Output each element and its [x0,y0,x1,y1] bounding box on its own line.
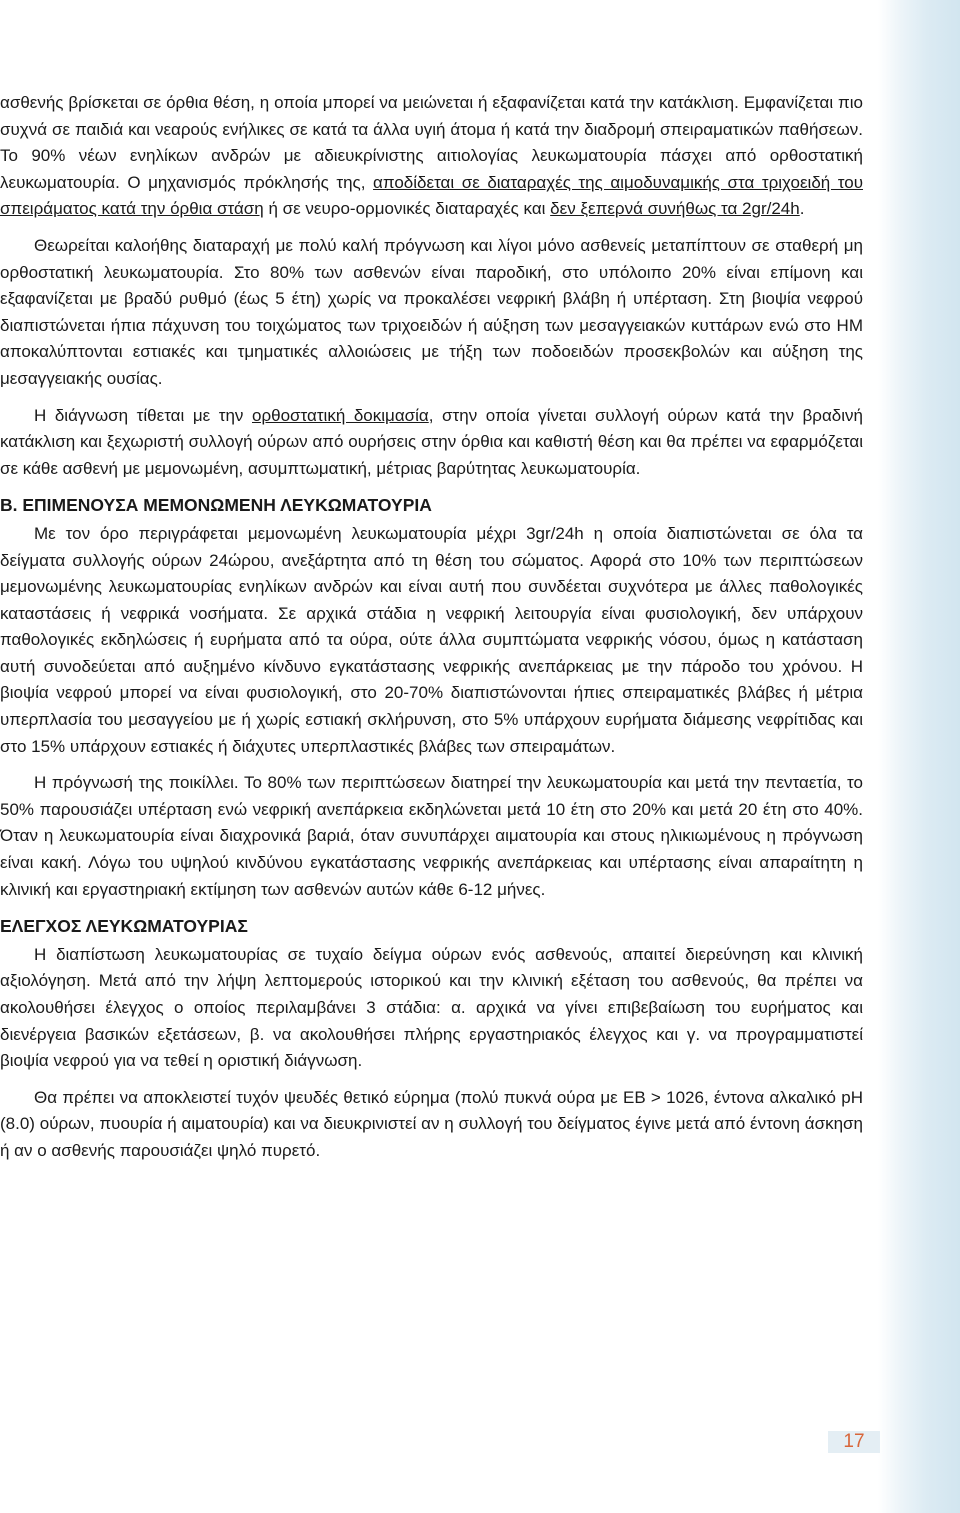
paragraph-false-positive: Θα πρέπει να αποκλειστεί τυχόν ψευδές θετικό εύρημα (πολύ πυκνά ούρα με ΕΒ > 1026, έντονα αλκαλικό pH (8.0) ούρων, πυουρία ή αιματουρία) και να διευκρινιστεί αν η συλλογή του δείγματος έγινε μετά από έντονη άσκηση ή αν ο ασθενής παρουσιάζει ψηλό πυρετό. [0,1087,863,1160]
decorative-side-band [878,0,960,1513]
paragraph-persistent-definition: Με τον όρο περιγράφεται μεμονωμένη λευκωματουρία μέχρι 3gr/24h η οποία διαπιστώνεται σε όλα τα δείγματα συλλογής ούρων 24ώρου, ανεξάρτητα από τη θέση του σώματος. Αφορά στο 10% των περιπτώσεων μεμονωμένης λευκωματουρίας ενηλίκων ανδρών και είναι αυτή που συνδέεται συχνότερα με άλλες παθολογικές καταστάσεις ή νεφρικά νοσήματα. Σε αρχικά στάδια η νεφρική λειτουργία είναι φυσιολογική, δεν υπάρχουν παθολογικές εκδηλώσεις ή ευρήματα από τα ούρα, ούτε άλλα συμπτώματα νεφρικής νόσου, όμως η κατάσταση αυτή συνοδεύεται από αυξημένο κίνδυνο εγκατάστασης νεφρικής ανεπάρκειας με την πάροδο του χρόνου. Η βιοψία νεφρού μπορεί να είναι φυσιολογική, στο 20-70% διαπιστώνονται ήπιες σπειραματικές βλάβες ή μέτρια υπερπλασία του μεσαγγείου με ή χωρίς εστιακή σκλήρυνση, στο 5% υπάρχουν ευρήματα διάμεσης νεφρίτιδας και στο 15% υπάρχουν εστιακές ή διάχυτες υπερπλαστικές βλάβες των σπειραμάτων. [0,523,863,756]
paragraph-benign-prognosis: Θεωρείται καλοήθης διαταραχή με πολύ καλή πρόγνωση και λίγοι μόνο ασθενείς μεταπίπτουν σε σταθερή μη ορθοστατική λευκωματουρία. Στο 80% των ασθενών είναι παροδική, στο υπόλοιπο 20% είναι επίμονη και εξαφανίζεται με βραδύ ρυθμό (έως 5 έτη) χωρίς να προκαλέσει νεφρική βλάβη ή υπέρταση. Στη βιοψία νεφρού διαπιστώνεται ήπια πάχυνση του τοιχώματος των τριχοειδών ή αύξηση των μεσαγγειακών κυττάρων ενώ στο ΗΜ αποκαλύπτονται εστιακές και τμηματικές αλλοιώσεις με τήξη των ποδοειδών προσεκβολών και αύξηση της μεσαγγειακής ουσίας. [0,235,863,388]
page-number: 17 [828,1431,880,1453]
paragraph-diagnosis: Η διάγνωση τίθεται με την ορθοστατική δοκιμασία, στην οποία γίνεται συλλογή ούρων κατά την βραδινή κατάκλιση και ξεχωριστή συλλογή ούρων από ουρήσεις στην όρθια και καθιστή θέση και θα πρέπει να εφαρμόζεται σε κάθε ασθενή με μεμονωμένη, ασυμπτωματική, μέτριας βαρύτητας λευκωματουρία. [0,405,863,478]
section-heading-proteinuria-workup: ΕΛΕΓΧΟΣ ΛΕΥΚΩΜΑΤΟΥΡΙΑΣ [0,916,248,937]
paragraph-workup-stages: Η διαπίστωση λευκωματουρίας σε τυχαίο δείγμα ούρων ενός ασθενούς, απαιτεί διερεύνηση και κλινική αξιολόγηση. Μετά από την λήψη λεπτομερούς ιστορικού και την κλινική εξέταση του ασθενούς, θα πρέπει να ακολουθήσει έλεγχος ο οποίος περιλαμβάνει 3 στάδια: α. αρχικά να γίνει επιβεβαίωση του ευρήματος και διενέργεια βασικών εξετάσεων, β. να ακολουθήσει πλήρης εργαστηριακός έλεγχος και γ. να προγραμματιστεί βιοψία νεφρού για να τεθεί η οριστική διάγνωση. [0,944,863,1071]
section-heading-persistent-proteinuria: Β. ΕΠΙΜΕΝΟΥΣΑ ΜΕΜΟΝΩΜΕΝΗ ΛΕΥΚΩΜΑΤΟΥΡΙΑ [0,495,432,516]
underlined-mechanism-text: αποδίδεται σε διαταραχές της αιμοδυναμικής στα τριχοειδή του σπειράματος κατά την όρθια στάση [0,172,864,219]
page-body [0,90,863,1165]
underlined-orthostatic-test: ορθοστατική δοκιμασία [252,405,429,425]
paragraph-orthostatic-intro: ασθενής βρίσκεται σε όρθια θέση, η οποία μπορεί να μειώνεται ή εξαφανίζεται κατά την κατάκλιση. Εμφανίζεται πιο συχνά σε παιδιά και νεαρούς ενήλικες σε κατά τα άλλα υγιή άτομα ή κατά την διαδρομή σπειραματικών παθήσεων. Το 90% νέων ενηλίκων ανδρών με αδιευκρίνιστης αιτιολογίας λευκωματουρία πάσχει από ορθοστατική λευκωματουρία. Ο μηχανισμός πρόκλησής της, αποδίδεται σε διαταραχές της αιμοδυναμικής στα τριχοειδή του σπειράματος κατά την όρθια στάση ή σε νευρο-ορμονικές διαταραχές και δεν ξεπερνά συνήθως τα 2gr/24h. [0,93,864,219]
paragraph-persistent-prognosis: Η πρόγνωσή της ποικίλλει. Το 80% των περιπτώσεων διατηρεί την λευκωματουρία και μετά την πενταετία, το 50% παρουσιάζει υπέρταση ενώ νεφρική ανεπάρκεια εκδηλώνεται μετά 10 έτη στο 20% και μετά 20 έτη στο 40%. Όταν η λευκωματουρία είναι διαχρονικά βαριά, όταν συνυπάρχει αιματουρία και στους ηλικιωμένους η πρόγνωση είναι κακή. Λόγω του υψηλού κινδύνου εγκατάστασης νεφρικής ανεπάρκειας και υπέρτασης είναι απαραίτητη η κλινική και εργαστηριακή εκτίμηση των ασθενών αυτών κάθε 6-12 μήνες. [0,773,863,899]
underlined-threshold-text: δεν ξεπερνά συνήθως τα 2gr/24h [550,199,800,219]
